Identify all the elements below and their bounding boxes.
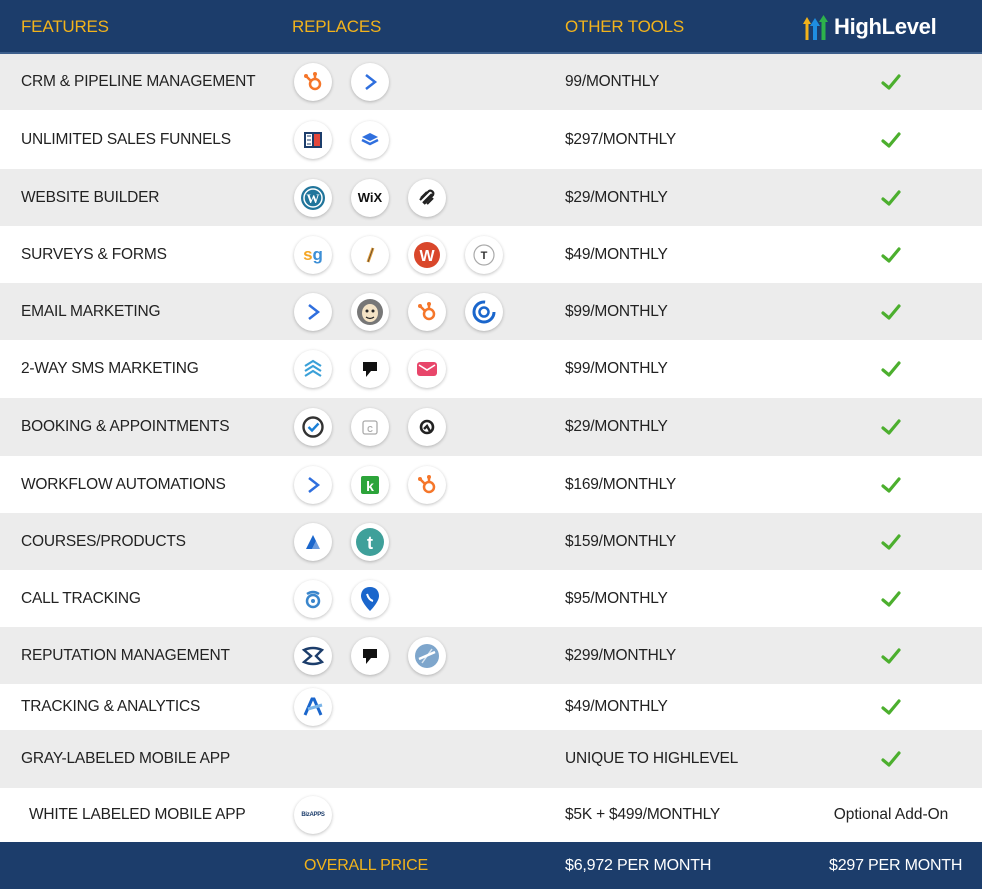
table-header (0, 0, 982, 54)
other-tools-price: $5K + $499/MONTHLY (565, 806, 721, 823)
other-tools-price: $99/MONTHLY (565, 302, 668, 320)
mail-icon (408, 350, 446, 388)
other-tools-total: $6,972 PER MONTH (565, 856, 712, 874)
other-tools-price: $169/MONTHLY (565, 475, 677, 493)
check-icon (800, 110, 982, 169)
other-tools-price: $299/MONTHLY (565, 646, 677, 664)
acuity-icon (408, 408, 446, 446)
keap-icon (351, 466, 389, 504)
clickfunnels-icon (294, 121, 332, 159)
svg-text:W: W (419, 247, 435, 265)
other-tools-price: $297/MONTHLY (565, 130, 677, 148)
svg-text:C: C (367, 425, 373, 434)
overall-price-label: OVERALL PRICE (304, 856, 428, 874)
feature-name: CRM & PIPELINE MANAGEMENT (21, 73, 256, 90)
feature-name: GRAY-LABELED MOBILE APP (21, 750, 231, 767)
other-tools-price: $29/MONTHLY (565, 188, 668, 206)
birdeye-icon (294, 637, 332, 675)
replaced-tools (294, 627, 465, 684)
replaced-tools (294, 513, 408, 570)
check-icon (800, 684, 982, 730)
check-icon (800, 54, 982, 110)
feature-name: EMAIL MARKETING (21, 302, 161, 320)
feature-name: CALL TRACKING (21, 589, 141, 607)
svg-text:k: k (366, 477, 374, 494)
table-row (0, 340, 982, 398)
hubspot-icon (294, 63, 332, 101)
other-tools-price: $29/MONTHLY (565, 418, 668, 435)
feature-name: 2-WAY SMS MARKETING (21, 360, 199, 377)
table-row (0, 570, 982, 627)
constant-contact-icon (465, 293, 503, 331)
other-tools-price: $99/MONTHLY (565, 360, 668, 377)
bizness-apps-icon: BizAPPS (294, 796, 332, 834)
check-icon (800, 169, 982, 226)
calendar-icon (351, 408, 389, 446)
table-row (0, 730, 982, 788)
check-icon (800, 456, 982, 513)
table-row (0, 169, 982, 226)
replaced-tools (294, 110, 408, 169)
replaced-tools (294, 169, 465, 226)
teachable-icon (351, 523, 389, 561)
replaced-tools (294, 684, 351, 730)
replaced-tools (294, 340, 465, 398)
table-footer (0, 842, 982, 889)
feature-name: SURVEYS & FORMS (21, 245, 167, 263)
podium-icon (351, 637, 389, 675)
formstack-icon (351, 236, 389, 274)
other-tools-price: $95/MONTHLY (565, 589, 668, 607)
table-row (0, 54, 982, 110)
table-row (0, 110, 982, 169)
calendly-icon (294, 408, 332, 446)
replaced-tools (294, 788, 351, 842)
replaced-tools (294, 226, 522, 283)
check-icon (800, 513, 982, 570)
hubspot-icon (408, 466, 446, 504)
check-icon (800, 283, 982, 340)
feature-name: BOOKING & APPOINTMENTS (21, 418, 230, 435)
feature-name: TRACKING & ANALYTICS (21, 698, 201, 715)
other-tools-price: 99/MONTHLY (565, 73, 660, 90)
replaced-tools (294, 398, 465, 456)
svg-text:W: W (306, 190, 320, 206)
brand-name: HighLevel (834, 14, 937, 39)
feature-name: COURSES/PRODUCTS (21, 532, 186, 550)
analytics-icon (294, 688, 332, 726)
table-row (0, 456, 982, 513)
mailchimp-icon (351, 293, 389, 331)
callrail-icon (294, 580, 332, 618)
table-row (0, 226, 982, 283)
highlevel-total: $297 PER MONTH (829, 856, 963, 874)
activecampaign-icon (294, 466, 332, 504)
table-row (0, 283, 982, 340)
header-replaces: REPLACES (292, 17, 382, 36)
activecampaign-icon (294, 293, 332, 331)
feature-name: UNLIMITED SALES FUNNELS (21, 130, 231, 148)
other-tools-price: UNIQUE TO HIGHLEVEL (565, 750, 739, 767)
replaced-tools (294, 54, 408, 110)
svg-text:t: t (367, 532, 373, 553)
check-icon (800, 340, 982, 398)
replaced-tools (294, 570, 408, 627)
wordpress-icon (294, 179, 332, 217)
other-tools-price: $49/MONTHLY (565, 245, 668, 263)
leadpages-icon (351, 121, 389, 159)
replaced-tools (294, 456, 465, 513)
table-row (0, 684, 982, 730)
check-icon (800, 398, 982, 456)
kajabi-icon (294, 523, 332, 561)
highlevel-logo (800, 10, 936, 44)
activecampaign-icon (351, 63, 389, 101)
feature-name: WHITE LABELED MOBILE APP (29, 806, 246, 823)
check-icon (800, 570, 982, 627)
hubspot-icon (408, 293, 446, 331)
feature-name: REPUTATION MANAGEMENT (21, 646, 230, 664)
other-tools-price: $159/MONTHLY (565, 532, 677, 550)
wix-icon: WiX (351, 179, 389, 217)
wufoo-icon (408, 236, 446, 274)
header-features: FEATURES (21, 17, 109, 36)
check-icon (800, 627, 982, 684)
table-row (0, 513, 982, 570)
table-row (0, 398, 982, 456)
highlevel-feature-note: Optional Add-On (833, 806, 949, 823)
table-row (0, 788, 982, 842)
header-other-tools: OTHER TOOLS (565, 17, 685, 36)
check-icon (800, 226, 982, 283)
highlevel-arrows-icon (800, 12, 830, 42)
feature-name: WEBSITE BUILDER (21, 188, 160, 206)
table-row (0, 627, 982, 684)
check-icon (800, 730, 982, 788)
squarespace-icon (408, 179, 446, 217)
location-pin-icon (351, 580, 389, 618)
other-tools-price: $49/MONTHLY (565, 698, 668, 715)
typeform-icon (465, 236, 503, 274)
replaced-tools (294, 283, 522, 340)
grade-us-icon (408, 637, 446, 675)
svg-text:T: T (480, 249, 488, 262)
feature-name: WORKFLOW AUTOMATIONS (21, 475, 226, 493)
podium-icon (351, 350, 389, 388)
sms-stack-icon (294, 350, 332, 388)
surveygizmo-icon: sg (294, 236, 332, 274)
